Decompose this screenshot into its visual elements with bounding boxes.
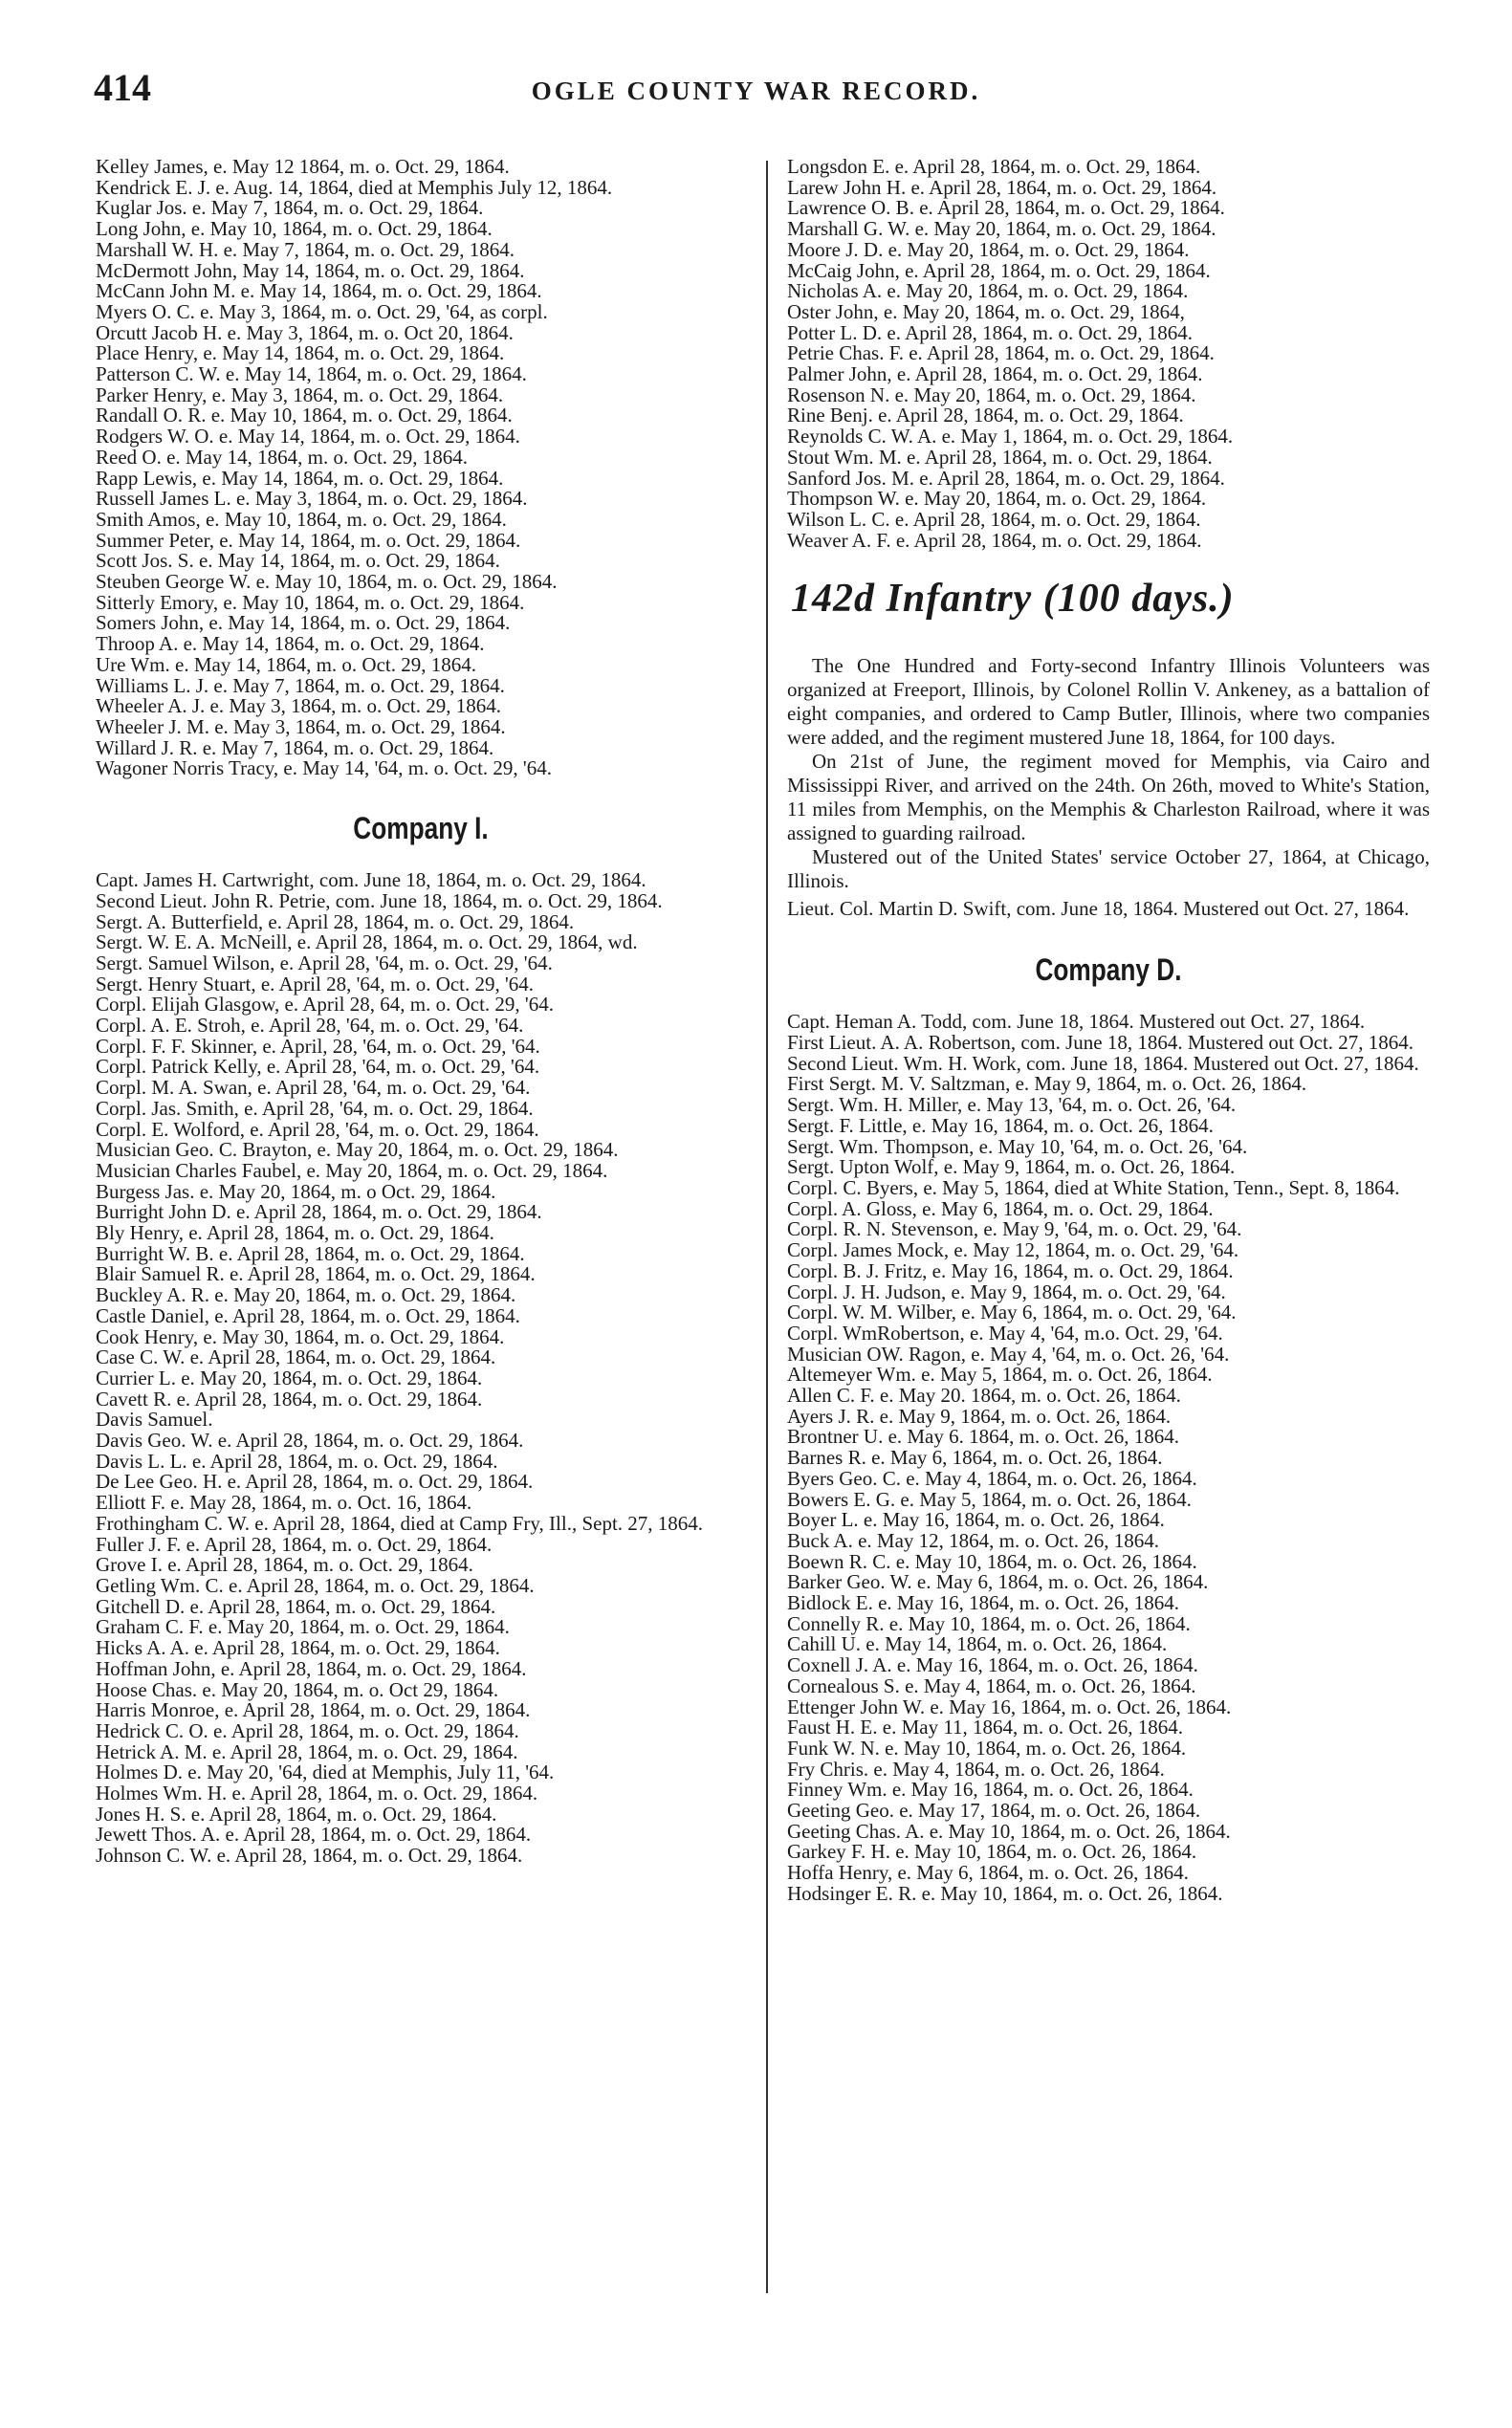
roster-entry: Corpl. B. J. Fritz, e. May 16, 1864, m. o. Oct. 29, 1864. [787, 1258, 1234, 1282]
roster-entry: Kuglar Jos. e. May 7, 1864, m. o. Oct. 29, 1864. [96, 196, 484, 220]
roster-entry: Ure Wm. e. May 14, 1864, m. o. Oct. 29, 1864. [96, 652, 476, 676]
roster-entry: Palmer John, e. April 28, 1864, m. o. Oct. 29, 1864. [787, 362, 1203, 386]
roster-entry: Wagoner Norris Tracy, e. May 14, '64, m. o. Oct. 29, '64. [96, 756, 552, 780]
roster-entry: Hicks A. A. e. April 28, 1864, m. o. Oct. 29, 1864. [96, 1636, 500, 1660]
history-paragraph: On 21st of June, the regiment moved for Memphis, via Cairo and Mississippi River, and arrived on the 24th. On 26th, moved to White's Station, 11 miles from Memphis, on the Memphis & Charleston Railroad, where it was assigned to guarding railroad. [787, 750, 1430, 845]
roster-entry: Reed O. e. May 14, 1864, m. o. Oct. 29, 1864. [96, 445, 469, 469]
roster-entry: Barnes R. e. May 6, 1864, m. o. Oct. 26, 1864. [787, 1446, 1163, 1470]
roster-entry: Musician Geo. C. Brayton, e. May 20, 1864, m. o. Oct. 29, 1864. [96, 1138, 619, 1162]
roster-entry: Hetrick A. M. e. April 28, 1864, m. o. Oct. 29, 1864. [96, 1739, 518, 1763]
roster-entry: Corpl. C. Byers, e. May 5, 1864, died at White Station, Tenn., Sept. 8, 1864. [787, 1175, 1400, 1199]
roster-entry: Grove I. e. April 28, 1864, m. o. Oct. 29, 1864. [96, 1553, 473, 1577]
roster-entry: Harris Monroe, e. April 28, 1864, m. o. Oct. 29, 1864. [96, 1698, 531, 1722]
roster-entry: Barker Geo. W. e. May 6, 1864, m. o. Oct. 26, 1864. [787, 1570, 1209, 1594]
roster-entry: Johnson C. W. e. April 28, 1864, m. o. Oct. 29, 1864. [96, 1844, 523, 1868]
roster-entry: Corpl. James Mock, e. May 12, 1864, m. o. Oct. 29, '64. [787, 1238, 1239, 1262]
roster-entry: Blair Samuel R. e. April 28, 1864, m. o. Oct. 29, 1864. [96, 1262, 536, 1286]
roster-entry: Rapp Lewis, e. May 14, 1864, m. o. Oct. 29, 1864. [96, 466, 504, 490]
roster-entry: Second Lieut. John R. Petrie, com. June 18, 1864, m. o. Oct. 29, 1864. [96, 888, 663, 912]
roster-entry: Ayers J. R. e. May 9, 1864, m. o. Oct. 26, 1864. [787, 1404, 1172, 1428]
roster-entry: Bidlock E. e. May 16, 1864, m. o. Oct. 26, 1864. [787, 1591, 1180, 1615]
roster-entry: Hedrick C. O. e. April 28, 1864, m. o. Oct. 29, 1864. [96, 1718, 519, 1742]
roster-entry: Corpl. W. M. Wilber, e. May 6, 1864, m. o. Oct. 29, '64. [787, 1301, 1237, 1324]
left-column [96, 157, 746, 1867]
roster-entry: Musician OW. Ragon, e. May 4, '64, m. o. Oct. 26, '64. [787, 1342, 1230, 1366]
roster-entry: Willard J. R. e. May 7, 1864, m. o. Oct. 29, 1864. [96, 735, 494, 759]
roster-entry: Coxnell J. A. e. May 16, 1864, m. o. Oct. 26, 1864. [787, 1653, 1198, 1677]
roster-entry: Somers John, e. May 14, 1864, m. o. Oct. 29, 1864. [96, 611, 511, 635]
roster-entry: McCann John M. e. May 14, 1864, m. o. Oct. 29, 1864. [96, 279, 542, 303]
roster-entry: Davis Samuel. [96, 1408, 213, 1432]
company-i-heading: Company I. [353, 811, 489, 846]
roster-entry: Corpl. J. H. Judson, e. May 9, 1864, m. o. Oct. 29, '64. [787, 1280, 1226, 1303]
roster-entry: Sergt. Upton Wolf, e. May 9, 1864, m. o. Oct. 26, 1864. [787, 1155, 1236, 1179]
roster-entry: De Lee Geo. H. e. April 28, 1864, m. o. Oct. 29, 1864. [96, 1470, 534, 1494]
roster-entry: Corpl. Jas. Smith, e. April 28, '64, m. o. Oct. 29, 1864. [96, 1096, 534, 1120]
roster-entry: Allen C. F. e. May 20. 1864, m. o. Oct. 26, 1864. [787, 1384, 1181, 1408]
roster-entry: Cornealous S. e. May 4, 1864, m. o. Oct. 26, 1864. [787, 1673, 1196, 1697]
roster-entry: Steuben George W. e. May 10, 1864, m. o. Oct. 29, 1864. [96, 570, 558, 594]
roster-entry: Williams L. J. e. May 7, 1864, m. o. Oct. 29, 1864. [96, 673, 505, 697]
roster-entry: Patterson C. W. e. May 14, 1864, m. o. Oct. 29, 1864. [96, 362, 527, 386]
roster-entry: Currier L. e. May 20, 1864, m. o. Oct. 29, 1864. [96, 1366, 483, 1389]
roster-entry: Hoose Chas. e. May 20, 1864, m. o. Oct 29, 1864. [96, 1677, 499, 1701]
roster-entry: Russell James L. e. May 3, 1864, m. o. Oct. 29, 1864. [96, 487, 528, 511]
roster-entry: Corpl. A. E. Stroh, e. April 28, '64, m. o. Oct. 29, '64. [96, 1014, 524, 1038]
roster-entry: Smith Amos, e. May 10, 1864, m. o. Oct. 29, 1864. [96, 507, 507, 531]
roster-entry: Sergt. F. Little, e. May 16, 1864, m. o. Oct. 26, 1864. [787, 1113, 1214, 1137]
company-d-roster [787, 1012, 1430, 1904]
roster-entry: Jewett Thos. A. e. April 28, 1864, m. o. Oct. 29, 1864. [96, 1823, 532, 1847]
roster-entry: Holmes D. e. May 20, '64, died at Memphis, July 11, '64. [96, 1761, 555, 1784]
roster-entry: Geeting Geo. e. May 17, 1864, m. o. Oct. 26, 1864. [787, 1799, 1201, 1823]
roster-entry: Sergt. Wm. Thompson, e. May 10, '64, m. o. Oct. 26, '64. [787, 1134, 1248, 1158]
roster-entry: McCaig John, e. April 28, 1864, m. o. Oct. 29, 1864. [787, 258, 1211, 282]
roster-entry: Place Henry, e. May 14, 1864, m. o. Oct. 29, 1864. [96, 341, 505, 365]
roster-entry: Fry Chris. e. May 4, 1864, m. o. Oct. 26, 1864. [787, 1757, 1165, 1781]
roster-entry: Throop A. e. May 14, 1864, m. o. Oct. 29, 1864. [96, 632, 485, 656]
roster-entry: Burgess Jas. e. May 20, 1864, m. o Oct. 29, 1864. [96, 1179, 496, 1203]
roster-entry: Boewn R. C. e. May 10, 1864, m. o. Oct. 26, 1864. [787, 1549, 1197, 1573]
roster-entry: Fuller J. F. e. April 28, 1864, m. o. Oct. 29, 1864. [96, 1532, 493, 1556]
roster-entry: Case C. W. e. April 28, 1864, m. o. Oct. 29, 1864. [96, 1345, 496, 1369]
roster-entry: Scott Jos. S. e. May 14, 1864, m. o. Oct. 29, 1864. [96, 549, 500, 573]
roster-entry: Cavett R. e. April 28, 1864, m. o. Oct. 29, 1864. [96, 1387, 483, 1411]
roster-entry: Sergt. A. Butterfield, e. April 28, 1864, m. o. Oct. 29, 1864. [96, 909, 575, 933]
roster-entry: Brontner U. e. May 6. 1864, m. o. Oct. 26, 1864. [787, 1425, 1180, 1449]
roster-entry: Wheeler J. M. e. May 3, 1864, m. o. Oct. 29, 1864. [96, 714, 506, 738]
roster-entry: Hodsinger E. R. e. May 10, 1864, m. o. Oct. 26, 1864. [787, 1881, 1223, 1905]
roster-entry: Corpl. R. N. Stevenson, e. May 9, '64, m. o. Oct. 29, '64. [787, 1217, 1242, 1241]
company-i-roster [96, 870, 746, 1867]
roster-entry: Byers Geo. C. e. May 4, 1864, m. o. Oct. 26, 1864. [787, 1466, 1197, 1490]
roster-entry: Garkey F. H. e. May 10, 1864, m. o. Oct. 26, 1864. [787, 1840, 1197, 1864]
roster-entry: Burright John D. e. April 28, 1864, m. o. Oct. 29, 1864. [96, 1200, 542, 1224]
roster-entry: Thompson W. e. May 20, 1864, m. o. Oct. 29, 1864. [787, 487, 1207, 511]
roster-entry: Capt. Heman A. Todd, com. June 18, 1864. Mustered out Oct. 27, 1864. [787, 1010, 1366, 1034]
roster-entry: Parker Henry, e. May 3, 1864, m. o. Oct. 29, 1864. [96, 383, 504, 406]
roster-entry: Sergt. Henry Stuart, e. April 28, '64, m. o. Oct. 29, '64. [96, 972, 535, 995]
roster-entry: Gitchell D. e. April 28, 1864, m. o. Oct. 29, 1864. [96, 1594, 496, 1618]
roster-entry: Kendrick E. J. e. Aug. 14, 1864, died at Memphis July 12, 1864. [96, 175, 613, 199]
roster-entry: Second Lieut. Wm. H. Work, com. June 18, 1864. Mustered out Oct. 27, 1864. [787, 1051, 1419, 1075]
roster-entry: Boyer L. e. May 16, 1864, m. o. Oct. 26, 1864. [787, 1508, 1165, 1532]
roster-entry: Oster John, e. May 20, 1864, m. o. Oct. 29, 1864, [787, 299, 1185, 323]
roster-entry: Lawrence O. B. e. April 28, 1864, m. o. Oct. 29, 1864. [787, 196, 1225, 220]
roster-entry: Potter L. D. e. April 28, 1864, m. o. Oct. 29, 1864. [787, 320, 1194, 344]
roster-entry: Stout Wm. M. e. April 28, 1864, m. o. Oct. 29, 1864. [787, 445, 1213, 469]
roster-entry: Graham C. F. e. May 20, 1864, m. o. Oct. 29, 1864. [96, 1615, 510, 1639]
history-paragraph: Mustered out of the United States' service October 27, 1864, at Chicago, Illinois. [787, 845, 1430, 893]
roster-entry: Connelly R. e. May 10, 1864, m. o. Oct. 26, 1864. [787, 1611, 1191, 1635]
roster-list-left-top [96, 157, 746, 779]
roster-entry: Capt. James H. Cartwright, com. June 18, 1864, m. o. Oct. 29, 1864. [96, 868, 646, 892]
roster-entry: Cahill U. e. May 14, 1864, m. o. Oct. 26, 1864. [787, 1632, 1168, 1656]
roster-entry: Corpl. A. Gloss, e. May 6, 1864, m. o. Oct. 29, 1864. [787, 1196, 1214, 1220]
roster-entry: Myers O. C. e. May 3, 1864, m. o. Oct. 29, '64, as corpl. [96, 299, 548, 323]
roster-entry: Bowers E. G. e. May 5, 1864, m. o. Oct. 26, 1864. [787, 1487, 1192, 1511]
roster-entry: Hoffman John, e. April 28, 1864, m. o. Oct. 29, 1864. [96, 1656, 527, 1680]
roster-entry: Ettenger John W. e. May 16, 1864, m. o. Oct. 26, 1864. [787, 1695, 1232, 1718]
roster-entry: Summer Peter, e. May 14, 1864, m. o. Oct. 29, 1864. [96, 528, 521, 552]
roster-entry: Hoffa Henry, e. May 6, 1864, m. o. Oct. 26, 1864. [787, 1861, 1189, 1885]
roster-entry: Sergt. Wm. H. Miller, e. May 13, '64, m. o. Oct. 26, '64. [787, 1093, 1237, 1117]
roster-entry: Corpl. WmRobertson, e. May 4, '64, m.o. Oct. 29, '64. [787, 1321, 1223, 1345]
regiment-heading: 142d Infantry (100 days.) [791, 577, 1235, 622]
roster-entry: Nicholas A. e. May 20, 1864, m. o. Oct. 29, 1864. [787, 279, 1189, 303]
roster-entry: Corpl. Patrick Kelly, e. April 28, '64, m. o. Oct. 29, '64. [96, 1055, 540, 1079]
roster-entry: Wilson L. C. e. April 28, 1864, m. o. Oct. 29, 1864. [787, 507, 1201, 531]
roster-entry: Castle Daniel, e. April 28, 1864, m. o. Oct. 29, 1864. [96, 1303, 520, 1327]
roster-entry: Elliott F. e. May 28, 1864, m. o. Oct. 16, 1864. [96, 1491, 472, 1515]
roster-entry: Holmes Wm. H. e. April 28, 1864, m. o. Oct. 29, 1864. [96, 1782, 538, 1805]
roster-entry: Bly Henry, e. April 28, 1864, m. o. Oct. 29, 1864. [96, 1221, 494, 1245]
roster-entry: Burright W. B. e. April 28, 1864, m. o. Oct. 29, 1864. [96, 1241, 525, 1265]
roster-entry: Moore J. D. e. May 20, 1864, m. o. Oct. 29, 1864. [787, 237, 1190, 261]
roster-entry: Rine Benj. e. April 28, 1864, m. o. Oct. 29, 1864. [787, 404, 1184, 427]
roster-entry: Kelley James, e. May 12 1864, m. o. Oct. 29, 1864. [96, 155, 510, 178]
roster-entry: Randall O. R. e. May 10, 1864, m. o. Oct. 29, 1864. [96, 404, 513, 427]
roster-entry: Altemeyer Wm. e. May 5, 1864, m. o. Oct. 26, 1864. [787, 1363, 1213, 1387]
roster-entry: Jones H. S. e. April 28, 1864, m. o. Oct. 29, 1864. [96, 1802, 497, 1826]
roster-entry: Orcutt Jacob H. e. May 3, 1864, m. o. Oct 20, 1864. [96, 320, 514, 344]
roster-entry: Sergt. Samuel Wilson, e. April 28, '64, m. o. Oct. 29, '64. [96, 951, 553, 974]
roster-entry: Larew John H. e. April 28, 1864, m. o. Oct. 29, 1864. [787, 175, 1217, 199]
roster-entry: Rodgers W. O. e. May 14, 1864, m. o. Oct. 29, 1864. [96, 425, 520, 448]
roster-entry: Frothingham C. W. e. April 28, 1864, died at Camp Fry, Ill., Sept. 27, 1864. [96, 1511, 704, 1535]
roster-entry: Davis L. L. e. April 28, 1864, m. o. Oct. 29, 1864. [96, 1449, 498, 1473]
column-divider [766, 161, 768, 2293]
roster-entry: Petrie Chas. F. e. April 28, 1864, m. o. Oct. 29, 1864. [787, 341, 1215, 365]
roster-entry: Sanford Jos. M. e. April 28, 1864, m. o. Oct. 29, 1864. [787, 466, 1225, 490]
roster-entry: Getling Wm. C. e. April 28, 1864, m. o. Oct. 29, 1864. [96, 1574, 535, 1597]
regiment-history [787, 654, 1430, 893]
roster-entry: Finney Wm. e. May 16, 1864, m. o. Oct. 26, 1864. [787, 1778, 1194, 1802]
roster-entry: Sergt. W. E. A. McNeill, e. April 28, 1864, m. o. Oct. 29, 1864, wd. [96, 930, 638, 954]
roster-entry: Corpl. Elijah Glasgow, e. April 28, 64, m. o. Oct. 29, '64. [96, 993, 554, 1017]
running-title: OGLE COUNTY WAR RECORD. [531, 77, 981, 105]
roster-list-right-top [787, 157, 1430, 551]
roster-entry: First Sergt. M. V. Saltzman, e. May 9, 1864, m. o. Oct. 26, 1864. [787, 1072, 1307, 1096]
roster-entry: Geeting Chas. A. e. May 10, 1864, m. o. Oct. 26, 1864. [787, 1819, 1231, 1843]
roster-entry: Corpl. M. A. Swan, e. April 28, '64, m. o. Oct. 29, '64. [96, 1076, 531, 1100]
roster-entry: Corpl. E. Wolford, e. April 28, '64, m. o. Oct. 29, 1864. [96, 1117, 539, 1141]
page-number: 414 [94, 66, 151, 109]
roster-entry: Cook Henry, e. May 30, 1864, m. o. Oct. 29, 1864. [96, 1324, 505, 1348]
roster-entry: Long John, e. May 10, 1864, m. o. Oct. 29, 1864. [96, 217, 493, 241]
roster-entry: Longsdon E. e. April 28, 1864, m. o. Oct. 29, 1864. [787, 155, 1201, 178]
roster-entry: Davis Geo. W. e. April 28, 1864, m. o. Oct. 29, 1864. [96, 1429, 524, 1453]
roster-entry: Weaver A. F. e. April 28, 1864, m. o. Oct. 29, 1864. [787, 528, 1202, 552]
lieut-col-entry: Lieut. Col. Martin D. Swift, com. June 18, 1864. Mustered out Oct. 27, 1864. [787, 897, 1410, 921]
roster-entry: Wheeler A. J. e. May 3, 1864, m. o. Oct. 29, 1864. [96, 694, 502, 718]
history-paragraph: The One Hundred and Forty-second Infantry Illinois Volunteers was organized at Freeport, Illinois, by Colonel Rollin V. Ankeney, as a battalion of eight companies, and ordered to Camp Butler, Illinois, where two companies were added, and the regiment mustered June 18, 1864, for 100 days. [787, 654, 1430, 750]
roster-entry: Funk W. N. e. May 10, 1864, m. o. Oct. 26, 1864. [787, 1736, 1187, 1760]
roster-entry: Marshall W. H. e. May 7, 1864, m. o. Oct. 29, 1864. [96, 237, 515, 261]
roster-entry: Faust H. E. e. May 11, 1864, m. o. Oct. 26, 1864. [787, 1716, 1183, 1739]
roster-entry: Marshall G. W. e. May 20, 1864, m. o. Oct. 29, 1864. [787, 217, 1216, 241]
roster-entry: Corpl. F. F. Skinner, e. April, 28, '64, m. o. Oct. 29, '64. [96, 1034, 540, 1058]
roster-entry: Musician Charles Faubel, e. May 20, 1864, m. o. Oct. 29, 1864. [96, 1158, 608, 1182]
roster-entry: McDermott John, May 14, 1864, m. o. Oct. 29, 1864. [96, 258, 525, 282]
right-column [787, 157, 1430, 1905]
roster-entry: Sitterly Emory, e. May 10, 1864, m. o. Oct. 29, 1864. [96, 590, 525, 614]
company-d-heading: Company D. [1035, 952, 1182, 988]
roster-entry: Buck A. e. May 12, 1864, m. o. Oct. 26, 1864. [787, 1528, 1160, 1552]
roster-entry: Rosenson N. e. May 20, 1864, m. o. Oct. 29, 1864. [787, 383, 1196, 406]
roster-entry: First Lieut. A. A. Robertson, com. June 18, 1864. Mustered out Oct. 27, 1864. [787, 1031, 1414, 1055]
roster-entry: Reynolds C. W. A. e. May 1, 1864, m. o. Oct. 29, 1864. [787, 425, 1234, 448]
roster-entry: Buckley A. R. e. May 20, 1864, m. o. Oct. 29, 1864. [96, 1283, 516, 1307]
